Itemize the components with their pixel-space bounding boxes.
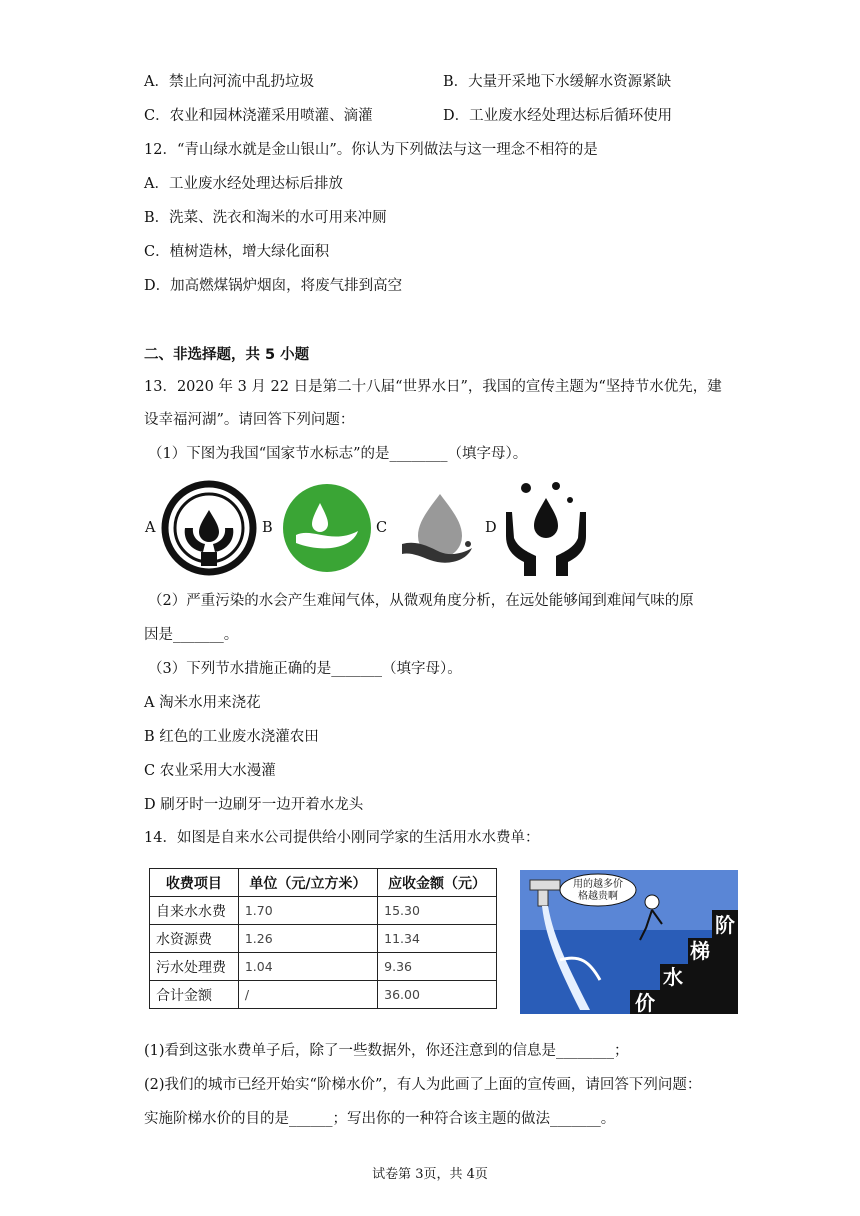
q14-stem: 14．如图是自来水公司提供给小刚同学家的生活用水水费单： xyxy=(144,830,540,846)
water-fee-table xyxy=(149,868,497,1009)
water-saving-logo-b xyxy=(282,483,372,573)
logo-label-d: D xyxy=(485,520,497,536)
q13-part2-line1: （2）严重污染的水会产生难闻气体，从微观角度分析，在远处能够闻到难闻气味的原 xyxy=(148,593,694,609)
table-cell: 36.00 xyxy=(378,981,497,1009)
table-cell: 11.34 xyxy=(378,925,497,953)
table-cell: 合计金额 xyxy=(150,981,239,1009)
q13-option-b: B 红色的工业废水浇灌农田 xyxy=(144,729,319,745)
table-header: 收费项目 xyxy=(150,869,239,897)
poster-bubble-line1: 用的越多价 xyxy=(573,879,623,890)
q13-part1: （1）下图为我国“国家节水标志”的是________（填字母）。 xyxy=(148,446,528,462)
q13-part3: （3）下列节水措施正确的是_______（填字母）。 xyxy=(148,661,462,677)
poster-char-jie: 阶 xyxy=(715,913,735,937)
table-cell: 15.30 xyxy=(378,897,497,925)
logo-label-c: C xyxy=(376,520,388,536)
water-saving-logo-c xyxy=(396,488,478,570)
section-heading: 二、非选择题，共 5 小题 xyxy=(144,347,310,363)
table-cell: 1.04 xyxy=(238,953,377,981)
q13-option-c: C 农业采用大水漫灌 xyxy=(144,763,276,779)
logo-label-b: B xyxy=(262,520,273,536)
q12-option-d: D．加高燃煤锅炉烟囱，将废气排到高空 xyxy=(144,278,403,294)
table-cell: / xyxy=(238,981,377,1009)
poster-char-shui: 水 xyxy=(663,965,683,989)
poster-char-ti: 梯 xyxy=(690,939,710,963)
table-row xyxy=(150,981,497,1009)
q13-stem-line1: 13．2020 年 3 月 22 日是第二十八届“世界水日”，我国的宣传主题为“坚持节水优先，建 xyxy=(144,379,722,395)
table-cell: 污水处理费 xyxy=(150,953,239,981)
page-footer: 试卷第 3页，共 4页 xyxy=(372,1167,488,1182)
q13-option-a: A 淘米水用来浇花 xyxy=(144,695,261,711)
table-cell: 水资源费 xyxy=(150,925,239,953)
q14-part2-line2: 实施阶梯水价的目的是______；写出你的一种符合该主题的做法_______。 xyxy=(144,1111,616,1127)
q13-option-d: D 刷牙时一边刷牙一边开着水龙头 xyxy=(144,797,364,813)
q11-option-c: C．农业和园林浇灌采用喷灌、滴灌 xyxy=(144,108,373,124)
table-header: 单位（元/立方米） xyxy=(238,869,377,897)
poster-char-jia: 价 xyxy=(635,991,655,1014)
tiered-water-price-poster xyxy=(520,870,738,1014)
water-saving-logo-a xyxy=(161,478,257,578)
table-cell: 9.36 xyxy=(378,953,497,981)
water-saving-logo-d xyxy=(500,478,592,578)
table-cell: 1.26 xyxy=(238,925,377,953)
q12-stem: 12．“青山绿水就是金山银山”。你认为下列做法与这一理念不相符的是 xyxy=(144,142,598,158)
table-cell: 1.70 xyxy=(238,897,377,925)
table-cell: 自来水水费 xyxy=(150,897,239,925)
q12-option-c: C．植树造林，增大绿化面积 xyxy=(144,244,330,260)
q13-stem-line2: 设幸福河湖”。请回答下列问题： xyxy=(144,412,355,428)
poster-bubble-line2: 格越贵啊 xyxy=(578,891,618,902)
q13-part2-line2: 因是_______。 xyxy=(144,627,239,643)
table-header: 应收金额（元） xyxy=(378,869,497,897)
table-row xyxy=(150,953,497,981)
table-row xyxy=(150,925,497,953)
q11-option-b: B．大量开采地下水缓解水资源紧缺 xyxy=(443,74,672,90)
table-row xyxy=(150,897,497,925)
q11-option-a: A．禁止向河流中乱扔垃圾 xyxy=(144,74,314,90)
logo-label-a: A xyxy=(145,520,156,536)
q14-part2-line1: (2)我们的城市已经开始实“阶梯水价”，有人为此画了上面的宣传画，请回答下列问题： xyxy=(144,1077,702,1093)
table-header-row xyxy=(150,869,497,897)
q11-option-d: D．工业废水经处理达标后循环使用 xyxy=(443,108,673,124)
q12-option-b: B．洗菜、洗衣和淘米的水可用来冲厕 xyxy=(144,210,387,226)
q12-option-a: A．工业废水经处理达标后排放 xyxy=(144,176,343,192)
q14-part1: (1)看到这张水费单子后，除了一些数据外，你还注意到的信息是________； xyxy=(144,1043,629,1059)
